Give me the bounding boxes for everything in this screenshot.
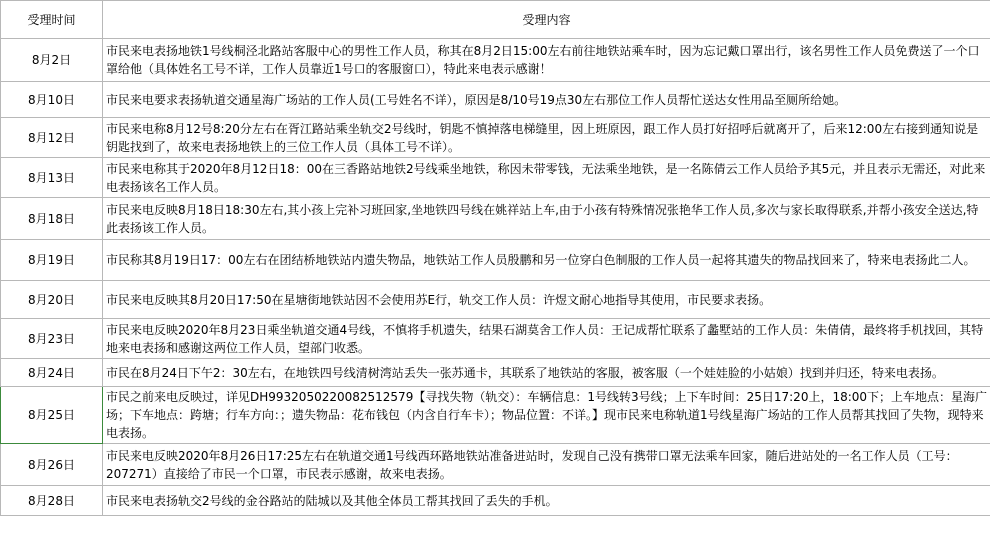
content-cell[interactable]: 市民称其8月19日17：00左右在团结桥地铁站内遗失物品，地铁站工作人员殷鹏和另一位穿白色制服的工作人员一起将其遗失的物品找回来了，特来电表扬此二人。 <box>103 240 990 281</box>
date-cell[interactable]: 8月13日 <box>1 158 103 198</box>
table-row <box>1 319 990 359</box>
content-cell[interactable]: 市民来电要求表扬轨道交通星海广场站的工作人员(工号姓名不详），原因是8/10号19点30左右那位工作人员帮忙送达女性用品至厕所给她。 <box>103 82 990 118</box>
date-cell[interactable]: 8月23日 <box>1 319 103 359</box>
date-cell[interactable]: 8月10日 <box>1 82 103 118</box>
date-cell[interactable]: 8月20日 <box>1 281 103 319</box>
header-content[interactable]: 受理内容 <box>103 1 990 39</box>
header-row <box>1 1 990 39</box>
table-row <box>1 359 990 387</box>
content-cell[interactable]: 市民来电称8月12号8:20分左右在胥江路站乘坐轨交2号线时，钥匙不慎掉落电梯缝里，因上班原因，跟工作人员打好招呼后就离开了，后来12:00左右接到通知说是钥匙找到了，故来电表扬地铁上的三位工作人员（具体工号不详）。 <box>103 118 990 158</box>
table-row <box>1 118 990 158</box>
table-row <box>1 281 990 319</box>
date-cell[interactable]: 8月12日 <box>1 118 103 158</box>
content-cell[interactable]: 市民来电称其于2020年8月12日18：00在三香路站地铁2号线乘坐地铁，称因未带零钱，无法乘坐地铁，是一名陈倩云工作人员给予其5元，并且表示无需还，对此来电表扬该名工作人员。 <box>103 158 990 198</box>
date-cell[interactable]: 8月25日 <box>1 387 103 444</box>
date-cell[interactable]: 8月18日 <box>1 198 103 240</box>
table-row <box>1 158 990 198</box>
content-cell[interactable]: 市民来电反映2020年8月23日乘坐轨道交通4号线，不慎将手机遗失，结果石湖莫舍工作人员：王记成帮忙联系了蠡墅站的工作人员：朱倩倩，最终将手机找回，其特地来电表扬和感谢这两位工作人员，望部门收悉。 <box>103 319 990 359</box>
header-date[interactable]: 受理时间 <box>1 1 103 39</box>
table-row <box>1 39 990 82</box>
content-cell[interactable]: 市民来电表扬轨交2号线的金谷路站的陆城以及其他全体员工帮其找回了丢失的手机。 <box>103 486 990 516</box>
table-row <box>1 240 990 281</box>
date-cell[interactable]: 8月19日 <box>1 240 103 281</box>
table-row <box>1 82 990 118</box>
content-cell[interactable]: 市民来电反映8月18日18:30左右,其小孩上完补习班回家,坐地铁四号线在姚祥站上车,由于小孩有特殊情况张艳华工作人员,多次与家长取得联系,并帮小孩安全送达,特此表扬该工作人员。 <box>103 198 990 240</box>
table-row <box>1 387 990 444</box>
date-cell[interactable]: 8月26日 <box>1 444 103 486</box>
table-row <box>1 198 990 240</box>
table-row <box>1 486 990 516</box>
content-cell[interactable]: 市民来电反映其8月20日17:50在星塘街地铁站因不会使用苏E行，轨交工作人员：许煜文耐心地指导其使用，市民要求表扬。 <box>103 281 990 319</box>
content-cell[interactable]: 市民来电表扬地铁1号线桐泾北路站客服中心的男性工作人员，称其在8月2日15:00左右前往地铁站乘车时，因为忘记戴口罩出行，该名男性工作人员免费送了一个口罩给他（具体姓名工号不详，工作人员靠近1号口的客服窗口），特此来电表示感谢！ <box>103 39 990 82</box>
date-cell[interactable]: 8月2日 <box>1 39 103 82</box>
content-cell[interactable]: 市民在8月24日下午2：30左右，在地铁四号线清树湾站丢失一张苏通卡，其联系了地铁站的客服，被客服（一个娃娃脸的小姑娘）找到并归还，特来电表扬。 <box>103 359 990 387</box>
date-cell[interactable]: 8月24日 <box>1 359 103 387</box>
content-cell[interactable]: 市民之前来电反映过，详见DH9932050220082512579【寻找失物（轨交）：车辆信息：1号线转3号线；上下车时间：25日17:20上，18:00下；上车地点：星海广场；下车地点：跨塘；行车方向：；遗失物品：花布钱包（内含自行车卡）；物品位置：不详。】现市民来电称轨道1号线星海广场站的工作人员帮其找回了失物，现特来电表扬。 <box>103 387 990 444</box>
date-cell[interactable]: 8月28日 <box>1 486 103 516</box>
table-row <box>1 444 990 486</box>
content-cell[interactable]: 市民来电反映2020年8月26日17:25左右在轨道交通1号线西环路地铁站准备进站时，发现自己没有携带口罩无法乘车回家，随后进站处的一名工作人员（工号：207271）直接给了市民一个口罩，市民表示感谢，故来电表扬。 <box>103 444 990 486</box>
